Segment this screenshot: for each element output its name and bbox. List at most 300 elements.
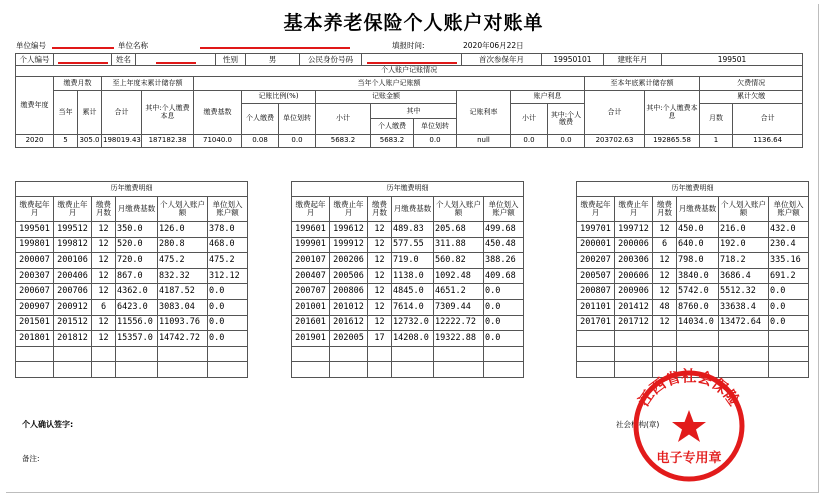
table-cell: 200807: [577, 284, 615, 300]
table-cell: [577, 346, 615, 362]
table-cell: 280.8: [158, 237, 208, 253]
history-header: 缴费月数: [92, 197, 116, 222]
table-cell: 201601: [292, 315, 330, 331]
table-cell: 201512: [54, 315, 92, 331]
table-row: [16, 346, 248, 362]
table-cell: 201612: [330, 315, 368, 331]
table-cell: 199901: [292, 237, 330, 253]
table-cell: 200507: [577, 268, 615, 284]
name-label: 姓名: [112, 54, 136, 66]
summary-data-row: [16, 135, 803, 148]
table-cell: 200907: [16, 299, 54, 315]
col-prev-personal: 其中:个人缴费本息: [142, 91, 194, 135]
table-cell: 0.0: [208, 299, 248, 315]
agency-label: 社会机构(章): [616, 420, 660, 429]
table-row: [292, 284, 524, 300]
table-row: [292, 222, 524, 238]
table-cell: 4651.2: [434, 284, 484, 300]
table-cell: 335.16: [769, 253, 809, 269]
table-cell: [16, 362, 54, 378]
table-cell: 200001: [577, 237, 615, 253]
account-built-value: 199501: [662, 54, 803, 66]
table-row: [16, 331, 248, 347]
table-cell: [292, 362, 330, 378]
table-cell: 199701: [577, 222, 615, 238]
table-cell: 200306: [615, 253, 653, 269]
table-cell: 201001: [292, 299, 330, 315]
table-row: [16, 315, 248, 331]
col-prev-total: 合计: [102, 91, 142, 135]
history-header: 缴费止年月: [615, 197, 653, 222]
table-row: [292, 362, 524, 378]
col-prev-year-end: 至上年度末累计储存额: [102, 77, 194, 91]
table-cell: 719.0: [392, 253, 434, 269]
table-cell: 12: [368, 222, 392, 238]
table-cell: [392, 346, 434, 362]
table-cell: 12: [368, 284, 392, 300]
table-cell: 0.0: [484, 284, 524, 300]
col-ratio: 记账比例(%): [242, 91, 316, 104]
table-cell: 0.0: [484, 299, 524, 315]
table-cell: 201412: [615, 299, 653, 315]
col-arrears-cum: 累计欠缴: [700, 91, 803, 104]
table-cell: 6423.0: [116, 299, 158, 315]
table-cell: [368, 346, 392, 362]
table-cell: 199812: [54, 237, 92, 253]
table-cell: [158, 346, 208, 362]
table-cell: 0.0: [769, 299, 809, 315]
history-header: 缴费起年月: [16, 197, 54, 222]
table-cell: 200607: [16, 284, 54, 300]
seal-star-icon: [672, 410, 706, 442]
table-cell: 200912: [54, 299, 92, 315]
table-cell: 199501: [16, 222, 54, 238]
cell-prev-personal: 187182.38: [142, 135, 194, 148]
table-cell: 200606: [615, 268, 653, 284]
cell-ratio-unit: 0.0: [279, 135, 316, 148]
table-cell: 199912: [330, 237, 368, 253]
table-cell: 201801: [16, 331, 54, 347]
cell-prev-total: 198019.43: [102, 135, 142, 148]
table-cell: 832.32: [158, 268, 208, 284]
table-cell: 0.0: [769, 315, 809, 331]
table-cell: 12: [653, 253, 677, 269]
table-cell: 205.68: [434, 222, 484, 238]
table-cell: 640.0: [677, 237, 719, 253]
table-cell: 798.0: [677, 253, 719, 269]
table-cell: 12: [368, 299, 392, 315]
history-header: 个人划入账户额: [434, 197, 484, 222]
table-cell: 7614.0: [392, 299, 434, 315]
table-cell: [116, 346, 158, 362]
history-header: 单位划入账户额: [208, 197, 248, 222]
table-cell: 409.68: [484, 268, 524, 284]
col-amount-personal: 个人缴费: [371, 119, 414, 134]
table-cell: 201101: [577, 299, 615, 315]
table-row: [292, 253, 524, 269]
cell-arrears-total: 1136.64: [733, 135, 803, 148]
table-cell: 11556.0: [116, 315, 158, 331]
table-row: [292, 346, 524, 362]
cell-year: 2020: [16, 135, 54, 148]
table-cell: 499.68: [484, 222, 524, 238]
table-cell: 201712: [615, 315, 653, 331]
col-cumulative: 累计: [78, 91, 102, 135]
gender-value: 男: [246, 54, 300, 66]
table-cell: 0.0: [208, 284, 248, 300]
table-cell: [769, 362, 809, 378]
col-amount-unit: 单位划转: [421, 122, 449, 130]
table-cell: [653, 331, 677, 347]
history-header: 月缴费基数: [116, 197, 158, 222]
table-cell: [677, 331, 719, 347]
unit-name-redacted: [200, 40, 350, 49]
cell-interest-personal: 0.0: [548, 135, 585, 148]
table-cell: 12732.0: [392, 315, 434, 331]
col-ratio-personal: 个人缴费: [242, 104, 279, 135]
table-cell: 12: [368, 237, 392, 253]
table-cell: [434, 362, 484, 378]
history-caption: 历年缴费明细: [577, 182, 809, 197]
table-cell: 468.0: [208, 237, 248, 253]
col-current-year: 当年: [54, 91, 78, 135]
table-row: [16, 284, 248, 300]
table-cell: 13472.64: [719, 315, 769, 331]
table-cell: 489.83: [392, 222, 434, 238]
col-year-end-total: 合计: [585, 91, 645, 135]
table-cell: 200107: [292, 253, 330, 269]
col-interest-personal: 其中:个人缴费: [548, 104, 585, 135]
table-row: [577, 299, 809, 315]
history-caption: 历年缴费明细: [292, 182, 524, 197]
table-cell: 12: [92, 315, 116, 331]
table-cell: [615, 331, 653, 347]
table-cell: 12: [92, 331, 116, 347]
table-cell: [330, 362, 368, 378]
table-cell: 202005: [330, 331, 368, 347]
table-cell: [577, 331, 615, 347]
history-header: 缴费起年月: [577, 197, 615, 222]
table-cell: 200207: [577, 253, 615, 269]
table-cell: 12: [653, 222, 677, 238]
table-row: [577, 237, 809, 253]
table-row: [292, 268, 524, 284]
cell-year-end-personal: 192865.58: [645, 135, 700, 148]
table-cell: 691.2: [769, 268, 809, 284]
table-cell: [158, 362, 208, 378]
history-header: 缴费月数: [368, 197, 392, 222]
table-cell: 3686.4: [719, 268, 769, 284]
table-cell: 311.88: [434, 237, 484, 253]
cell-amount-personal: 5683.2: [371, 135, 414, 148]
table-cell: [653, 346, 677, 362]
table-cell: 12: [92, 222, 116, 238]
table-cell: 8760.0: [677, 299, 719, 315]
table-cell: 199512: [54, 222, 92, 238]
name-redacted: [136, 54, 216, 66]
account-built-label: 建账年月: [604, 54, 662, 66]
table-cell: 126.0: [158, 222, 208, 238]
table-cell: 200206: [330, 253, 368, 269]
table-cell: 17: [368, 331, 392, 347]
history-header: 单位划入账户额: [484, 197, 524, 222]
cell-rate: null: [457, 135, 511, 148]
unit-name-label: 单位名称: [118, 41, 148, 50]
col-interest: 账户利息: [511, 91, 585, 104]
table-cell: [368, 362, 392, 378]
personal-id-label: 个人编号: [16, 54, 54, 66]
cell-amount-subtotal: 5683.2: [316, 135, 371, 148]
table-cell: [484, 362, 524, 378]
signature-label: 个人确认签字:: [22, 420, 74, 429]
col-year: 缴费年度: [16, 77, 54, 135]
document-title: 基本养老保险个人账户对账单: [283, 12, 544, 34]
table-cell: 867.0: [116, 268, 158, 284]
table-cell: [769, 346, 809, 362]
col-amount-of-which: 其中: [371, 104, 456, 119]
unit-code-label: 单位编号: [16, 41, 46, 50]
gender-label: 性别: [216, 54, 246, 66]
unit-code-redacted: [52, 40, 114, 49]
table-cell: 199712: [615, 222, 653, 238]
col-rate: 记账利率: [457, 91, 511, 135]
table-row: [16, 237, 248, 253]
table-cell: [208, 362, 248, 378]
col-interest-subtotal: 小计: [511, 104, 548, 135]
table-cell: 5512.32: [719, 284, 769, 300]
table-cell: 14742.72: [158, 331, 208, 347]
table-cell: [330, 346, 368, 362]
first-insured-label: 首次参保年月: [462, 54, 542, 66]
table-cell: [16, 346, 54, 362]
table-cell: 520.0: [116, 237, 158, 253]
table-cell: [208, 346, 248, 362]
table-cell: 199612: [330, 222, 368, 238]
col-current-record: 当年个人账户记账额: [194, 77, 585, 91]
table-cell: 200706: [54, 284, 92, 300]
table-cell: 475.2: [158, 253, 208, 269]
table-cell: 720.0: [116, 253, 158, 269]
table-cell: 201901: [292, 331, 330, 347]
table-cell: 200406: [54, 268, 92, 284]
history-header: 缴费止年月: [330, 197, 368, 222]
cell-ratio-personal: 0.08: [242, 135, 279, 148]
table-cell: 0.0: [769, 284, 809, 300]
table-row: [16, 222, 248, 238]
table-cell: 12: [368, 253, 392, 269]
col-base: 缴费基数: [194, 91, 242, 135]
table-cell: 48: [653, 299, 677, 315]
table-cell: 12: [368, 268, 392, 284]
table-cell: 200007: [16, 253, 54, 269]
table-row: [292, 299, 524, 315]
table-cell: [92, 346, 116, 362]
table-cell: [92, 362, 116, 378]
col-arrears-months: 月数: [700, 104, 733, 135]
fill-time-label: 填报时间:: [392, 41, 425, 50]
table-cell: 577.55: [392, 237, 434, 253]
history-header: 个人划入账户额: [719, 197, 769, 222]
cell-interest-subtotal: 0.0: [511, 135, 548, 148]
table-row: [577, 346, 809, 362]
table-cell: 12: [653, 315, 677, 331]
col-arrears: 欠费情况: [700, 77, 803, 91]
table-row: [577, 331, 809, 347]
table-cell: [769, 331, 809, 347]
table-cell: 0.0: [484, 331, 524, 347]
table-cell: 5742.0: [677, 284, 719, 300]
cell-amount-unit: 0.0: [414, 135, 457, 148]
personal-id-redacted: [54, 54, 112, 66]
table-cell: 12: [92, 284, 116, 300]
cell-cumulative-months: 305.0: [78, 135, 102, 148]
table-row: [577, 253, 809, 269]
table-cell: [719, 331, 769, 347]
table-cell: 12: [92, 237, 116, 253]
table-cell: 312.12: [208, 268, 248, 284]
table-cell: 12: [653, 284, 677, 300]
table-cell: [292, 346, 330, 362]
table-cell: 200407: [292, 268, 330, 284]
table-cell: 450.0: [677, 222, 719, 238]
table-cell: [677, 346, 719, 362]
table-cell: 199801: [16, 237, 54, 253]
table-cell: 200707: [292, 284, 330, 300]
table-cell: 4362.0: [116, 284, 158, 300]
table-cell: 15357.0: [116, 331, 158, 347]
seal-bottom-text: 电子专用章: [656, 451, 722, 466]
history-header: 月缴费基数: [677, 197, 719, 222]
table-cell: 4845.0: [392, 284, 434, 300]
table-cell: 200906: [615, 284, 653, 300]
table-cell: 1092.48: [434, 268, 484, 284]
table-row: [292, 237, 524, 253]
table-cell: 378.0: [208, 222, 248, 238]
table-cell: 33638.4: [719, 299, 769, 315]
cell-arrears-months: 1: [700, 135, 733, 148]
table-cell: 19322.88: [434, 331, 484, 347]
table-cell: 201012: [330, 299, 368, 315]
table-row: [16, 268, 248, 284]
history-table-1: [15, 181, 248, 378]
history-header: 单位划入账户额: [769, 197, 809, 222]
table-cell: 0.0: [208, 331, 248, 347]
history-table-3: [576, 181, 809, 378]
table-cell: 12222.72: [434, 315, 484, 331]
table-cell: 201701: [577, 315, 615, 331]
table-cell: [54, 346, 92, 362]
col-months-paid: 缴费月数: [54, 77, 102, 91]
table-cell: 718.2: [719, 253, 769, 269]
table-cell: [392, 362, 434, 378]
table-cell: 200806: [330, 284, 368, 300]
cell-current-months: 5: [54, 135, 78, 148]
table-cell: 11093.76: [158, 315, 208, 331]
table-cell: 14208.0: [392, 331, 434, 347]
table-cell: 1138.0: [392, 268, 434, 284]
table-cell: 12: [92, 253, 116, 269]
col-year-end-personal: 其中:个人缴费本息: [645, 91, 700, 135]
cell-year-end-total: 203702.63: [585, 135, 645, 148]
table-row: [577, 284, 809, 300]
table-cell: [719, 346, 769, 362]
table-cell: 3840.0: [677, 268, 719, 284]
history-header: 个人划入账户额: [158, 197, 208, 222]
seal-top-text: 江西省社会保险: [634, 367, 744, 410]
table-cell: 216.0: [719, 222, 769, 238]
table-cell: 192.0: [719, 237, 769, 253]
table-cell: 4187.52: [158, 284, 208, 300]
table-cell: 475.2: [208, 253, 248, 269]
history-header: 月缴费基数: [392, 197, 434, 222]
table-cell: [484, 346, 524, 362]
id-card-label: 公民身份号码: [300, 54, 362, 66]
history-header: 缴费起年月: [292, 197, 330, 222]
history-caption: 历年缴费明细: [16, 182, 248, 197]
table-cell: 200006: [615, 237, 653, 253]
table-cell: 0.0: [484, 315, 524, 331]
account-summary-table: [15, 65, 803, 148]
table-cell: 6: [92, 299, 116, 315]
table-cell: [434, 346, 484, 362]
table-cell: 0.0: [208, 315, 248, 331]
table-cell: 201812: [54, 331, 92, 347]
history-header: 缴费止年月: [54, 197, 92, 222]
table-cell: 12: [653, 268, 677, 284]
table-cell: 14034.0: [677, 315, 719, 331]
table-cell: 7309.44: [434, 299, 484, 315]
table-cell: 432.0: [769, 222, 809, 238]
table-cell: 200307: [16, 268, 54, 284]
table-row: [16, 362, 248, 378]
history-header: 缴费月数: [653, 197, 677, 222]
table-cell: 12: [368, 315, 392, 331]
col-arrears-total: 合计: [733, 104, 803, 135]
table-cell: 3083.04: [158, 299, 208, 315]
table-row: [16, 299, 248, 315]
col-amount-subtotal: 小计: [316, 104, 371, 135]
table-cell: 230.4: [769, 237, 809, 253]
col-year-end: 至本年底累计储存额: [585, 77, 700, 91]
table-cell: 350.0: [116, 222, 158, 238]
col-amount-breakdown: [371, 104, 457, 135]
table-cell: 200506: [330, 268, 368, 284]
table-cell: 200106: [54, 253, 92, 269]
table-row: [292, 331, 524, 347]
table-row: [577, 268, 809, 284]
table-row: [16, 253, 248, 269]
table-cell: 388.26: [484, 253, 524, 269]
table-cell: [615, 346, 653, 362]
table-row: [577, 222, 809, 238]
col-amount: 记账金额: [316, 91, 457, 104]
table-row: [577, 315, 809, 331]
table-cell: 201501: [16, 315, 54, 331]
col-ratio-unit: 单位划转: [279, 104, 316, 135]
table-row: [292, 315, 524, 331]
official-seal: [624, 366, 754, 482]
remarks-label: 备注:: [22, 454, 40, 463]
cell-base: 71040.0: [194, 135, 242, 148]
id-card-redacted: [362, 54, 462, 66]
table-cell: 560.82: [434, 253, 484, 269]
first-insured-value: 19950101: [542, 54, 604, 66]
table-cell: 12: [92, 268, 116, 284]
table-cell: 6: [653, 237, 677, 253]
table-cell: [116, 362, 158, 378]
fill-time-value: 2020年06月22日: [463, 41, 524, 50]
table-cell: 450.48: [484, 237, 524, 253]
